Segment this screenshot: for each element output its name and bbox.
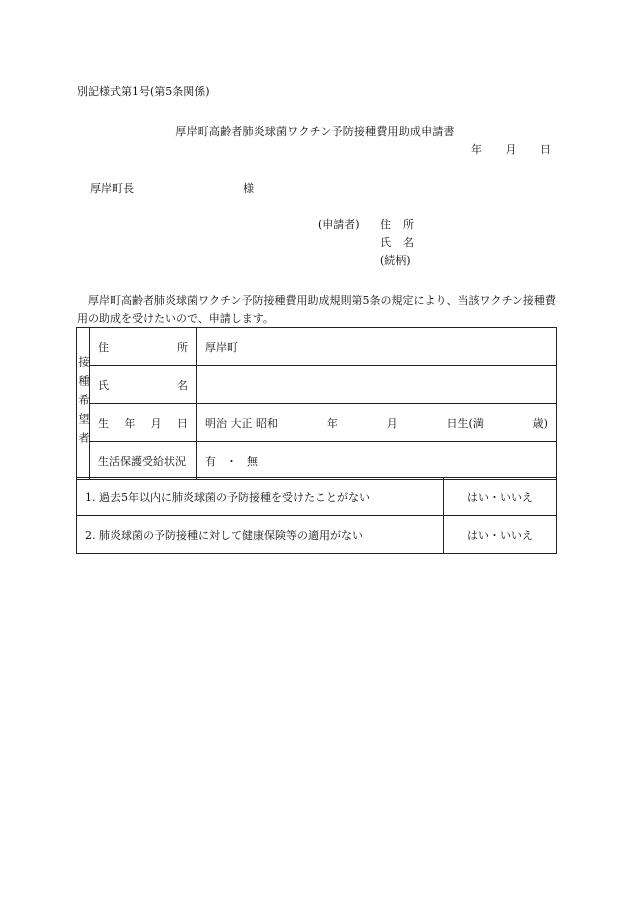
question-table xyxy=(76,477,557,554)
addressee: 厚岸町長 xyxy=(90,182,134,195)
recipient-address-label-cell: 住 所 xyxy=(90,328,197,366)
applicant-label: (申請者) xyxy=(318,218,360,231)
birth-year: 年 xyxy=(326,416,338,430)
birth-age-end: 歳) xyxy=(532,416,548,430)
date-line xyxy=(471,141,551,157)
applicant-relation-label: (続柄) xyxy=(380,254,411,267)
recipient-name-label-cell: 氏 名 xyxy=(90,366,197,404)
welfare-label: 生活保護受給状況 xyxy=(90,442,197,480)
applicant-address-label: 住所 xyxy=(380,218,426,231)
birth-day-age: 日生(満 xyxy=(446,416,484,430)
welfare-option-yes[interactable]: 有 xyxy=(205,454,216,468)
birth-month: 月 xyxy=(386,416,398,430)
date-year: 年 xyxy=(471,143,482,156)
application-statement: 厚岸町高齢者肺炎球菌ワクチン予防接種費用助成規則第5条の規定により、当該ワクチン接種費用の助成を受けたいので、申請します。 xyxy=(77,294,556,325)
welfare-separator: ・ xyxy=(226,454,237,468)
question-1-text: 1. 過去5年以内に肺炎球菌の予防接種を受けたことがない xyxy=(77,478,444,516)
question-1-answer[interactable]: はい・いいえ xyxy=(444,478,557,516)
recipient-table xyxy=(76,327,557,480)
recipient-address-field[interactable]: 厚岸町 xyxy=(197,328,557,366)
recipient-birth-label-cell: 生 年 月 日 xyxy=(90,404,197,442)
applicant-block xyxy=(318,216,426,270)
recipient-birth-field[interactable] xyxy=(197,404,557,442)
addressee-honorific: 様 xyxy=(243,182,254,195)
date-month: 月 xyxy=(505,143,517,156)
welfare-status-field[interactable] xyxy=(197,442,557,480)
applicant-name-label: 氏名 xyxy=(380,236,426,249)
welfare-option-no[interactable]: 無 xyxy=(247,454,258,468)
question-row xyxy=(77,516,557,554)
date-day: 日 xyxy=(540,143,551,156)
form-number-label: 別記様式第1号(第5条関係) xyxy=(77,85,210,98)
question-row xyxy=(77,478,557,516)
birth-eras: 明治 大正 昭和 xyxy=(205,416,278,430)
document-title: 厚岸町高齢者肺炎球菌ワクチン予防接種費用助成申請書 xyxy=(175,125,455,138)
question-2-text: 2. 肺炎球菌の予防接種に対して健康保険等の適用がない xyxy=(77,516,444,554)
recipient-name-field[interactable] xyxy=(197,366,557,404)
recipient-side-label: 接種希望者 xyxy=(77,328,90,480)
question-2-answer[interactable]: はい・いいえ xyxy=(444,516,557,554)
